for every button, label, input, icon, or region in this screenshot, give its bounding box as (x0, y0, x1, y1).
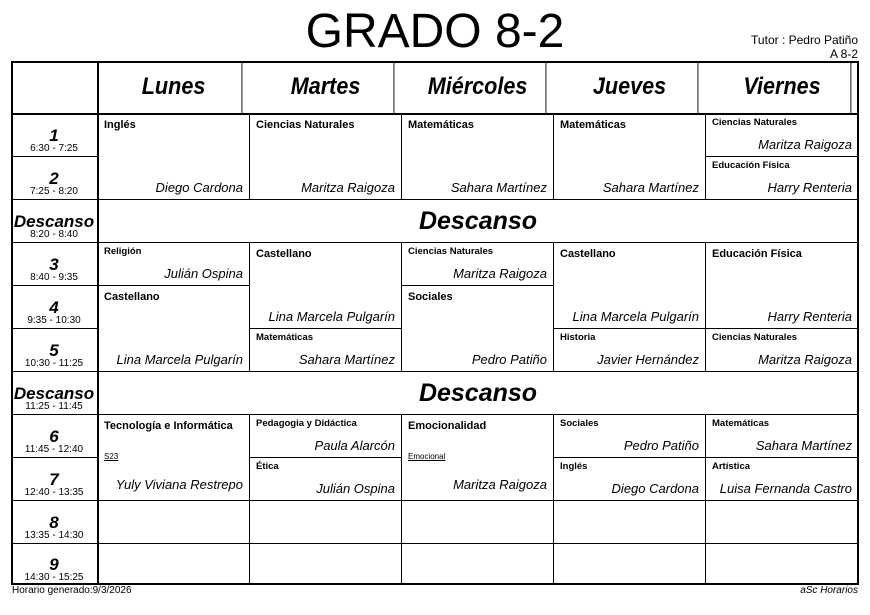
class-cell[interactable] (554, 415, 706, 458)
period-time: 11:45 - 12:40 (24, 444, 84, 455)
period-time: 6:30 - 7:25 (30, 143, 78, 154)
class-subject: Castellano (560, 248, 616, 260)
class-cell[interactable] (706, 243, 859, 329)
day-header-martes: Martes (258, 61, 395, 114)
empty-cell (706, 544, 859, 585)
period-time: 12:40 - 13:35 (24, 487, 84, 498)
tutor-label: Tutor : Pedro Patiño (751, 33, 858, 47)
period-time: 8:20 - 8:40 (30, 229, 78, 240)
period-header (11, 286, 98, 329)
class-teacher: Pedro Patiño (471, 352, 547, 367)
period-header (11, 243, 98, 286)
class-teacher: Yuly Viviana Restrepo (115, 477, 243, 492)
class-cell[interactable] (402, 415, 554, 501)
class-teacher: Maritza Raigoza (758, 137, 852, 152)
brand-label: aSc Horarios (800, 585, 858, 596)
class-teacher: Sahara Martínez (602, 180, 699, 195)
class-subject: Emocionalidad (408, 420, 487, 432)
class-teacher: Maritza Raigoza (301, 180, 395, 195)
period-number: 1 (49, 126, 59, 145)
class-subject: Matemáticas (560, 119, 627, 131)
class-teacher: Sahara Martínez (755, 438, 852, 453)
period-header (11, 415, 98, 458)
empty-cell (250, 544, 402, 585)
empty-cell (402, 544, 554, 585)
class-cell[interactable] (706, 114, 859, 157)
class-cell[interactable] (402, 114, 554, 200)
class-subject: Ciencias Naturales (712, 117, 798, 128)
period-time: 10:30 - 11:25 (24, 358, 84, 369)
class-subject: Sociales (408, 291, 453, 303)
empty-cell (98, 544, 250, 585)
period-header (11, 157, 98, 200)
class-cell[interactable] (554, 329, 706, 372)
class-cell[interactable] (706, 157, 859, 200)
class-subject: Tecnología e Informática (104, 420, 233, 432)
class-teacher: Sahara Martínez (450, 180, 547, 195)
period-time: 8:40 - 9:35 (30, 272, 78, 283)
period-number: 3 (49, 255, 59, 274)
period-header (11, 114, 98, 157)
class-cell[interactable] (554, 458, 706, 501)
class-subject: Artística (712, 461, 751, 472)
empty-cell (554, 501, 706, 544)
class-teacher: Diego Cardona (611, 481, 699, 496)
class-subject: Educación Física (712, 248, 802, 260)
period-time: 7:25 - 8:20 (30, 186, 78, 197)
period-number: 6 (49, 427, 59, 446)
class-cell[interactable] (98, 286, 250, 372)
day-header-miercoles: Miércoles (410, 61, 547, 114)
class-teacher: Lina Marcela Pulgarín (116, 352, 243, 367)
period-header (11, 458, 98, 501)
class-cell[interactable] (98, 415, 250, 501)
class-teacher: Julián Ospina (164, 266, 243, 281)
class-teacher: Luisa Fernanda Castro (719, 481, 852, 496)
period-number: 7 (49, 470, 59, 489)
empty-cell (554, 544, 706, 585)
class-subject: Castellano (104, 291, 160, 303)
period-header (11, 200, 98, 243)
class-teacher: Harry Renteria (767, 309, 852, 324)
generated-date: Horario generado:9/3/2026 (12, 585, 132, 596)
class-subject: Educación Física (712, 160, 790, 171)
empty-cell (402, 501, 554, 544)
class-subject: Ciencias Naturales (712, 332, 798, 343)
class-cell[interactable] (250, 329, 402, 372)
break-row: Descanso (98, 200, 859, 243)
day-header-jueves: Jueves (562, 61, 699, 114)
class-room: Emocional (408, 452, 446, 461)
class-teacher: Paula Alarcón (314, 438, 395, 453)
period-header (11, 501, 98, 544)
class-teacher: Harry Renteria (767, 180, 852, 195)
period-header (11, 329, 98, 372)
class-cell[interactable] (98, 114, 250, 200)
class-cell[interactable] (250, 458, 402, 501)
class-subject: Ciencias Naturales (256, 119, 355, 131)
class-teacher: Diego Cardona (155, 180, 243, 195)
class-cell[interactable] (250, 114, 402, 200)
period-header (11, 544, 98, 585)
page-title: GRADO 8-2 (305, 5, 565, 58)
class-subject: Historia (560, 332, 596, 343)
period-number: 5 (49, 341, 59, 360)
class-subject: Inglés (560, 461, 588, 472)
empty-cell (706, 501, 859, 544)
class-cell[interactable] (554, 114, 706, 200)
day-header-viernes: Viernes (714, 61, 852, 114)
class-cell[interactable] (402, 286, 554, 372)
class-cell[interactable] (402, 243, 554, 286)
class-subject: Matemáticas (256, 332, 314, 343)
period-number: 4 (49, 298, 59, 317)
class-subject: Matemáticas (408, 119, 475, 131)
period-number: 8 (49, 513, 59, 532)
class-subject: Religión (104, 246, 142, 257)
class-cell[interactable] (250, 415, 402, 458)
class-subject: Ética (256, 461, 279, 472)
class-teacher: Julián Ospina (316, 481, 395, 496)
class-cell[interactable] (706, 458, 859, 501)
class-cell[interactable] (706, 415, 859, 458)
class-subject: Inglés (104, 119, 136, 131)
class-teacher: Maritza Raigoza (453, 477, 547, 492)
class-subject: Castellano (256, 248, 312, 260)
class-cell[interactable] (706, 329, 859, 372)
class-subject: Sociales (560, 418, 599, 429)
period-number: 9 (49, 555, 59, 574)
class-teacher: Lina Marcela Pulgarín (572, 309, 699, 324)
class-subject: Matemáticas (712, 418, 770, 429)
empty-cell (250, 501, 402, 544)
header-divider (11, 113, 859, 115)
class-teacher: Javier Hernández (597, 352, 699, 367)
period-number: 2 (49, 169, 59, 188)
class-teacher: Maritza Raigoza (453, 266, 547, 281)
class-teacher: Lina Marcela Pulgarín (268, 309, 395, 324)
period-time: 11:25 - 11:45 (25, 401, 83, 412)
class-teacher: Maritza Raigoza (758, 352, 852, 367)
class-room: S23 (104, 452, 119, 461)
day-header-lunes: Lunes (106, 61, 243, 114)
empty-cell (98, 501, 250, 544)
class-subject: Ciencias Naturales (408, 246, 494, 257)
period-time: 13:35 - 14:30 (24, 530, 84, 541)
break-row: Descanso (98, 372, 859, 415)
class-cell[interactable] (554, 243, 706, 329)
column-divider (97, 61, 99, 585)
group-label: A 8-2 (829, 47, 858, 61)
class-subject: Pedagogia y Didáctica (256, 418, 357, 429)
period-time: 14:30 - 15:25 (24, 572, 84, 583)
period-number: Descanso (13, 212, 95, 231)
class-teacher: Sahara Martínez (298, 352, 395, 367)
class-cell[interactable] (98, 243, 250, 286)
period-number: Descanso (13, 384, 95, 403)
class-teacher: Pedro Patiño (623, 438, 699, 453)
class-cell[interactable] (250, 243, 402, 329)
period-header (11, 372, 98, 415)
corner-cell (11, 61, 98, 114)
period-time: 9:35 - 10:30 (27, 315, 81, 326)
